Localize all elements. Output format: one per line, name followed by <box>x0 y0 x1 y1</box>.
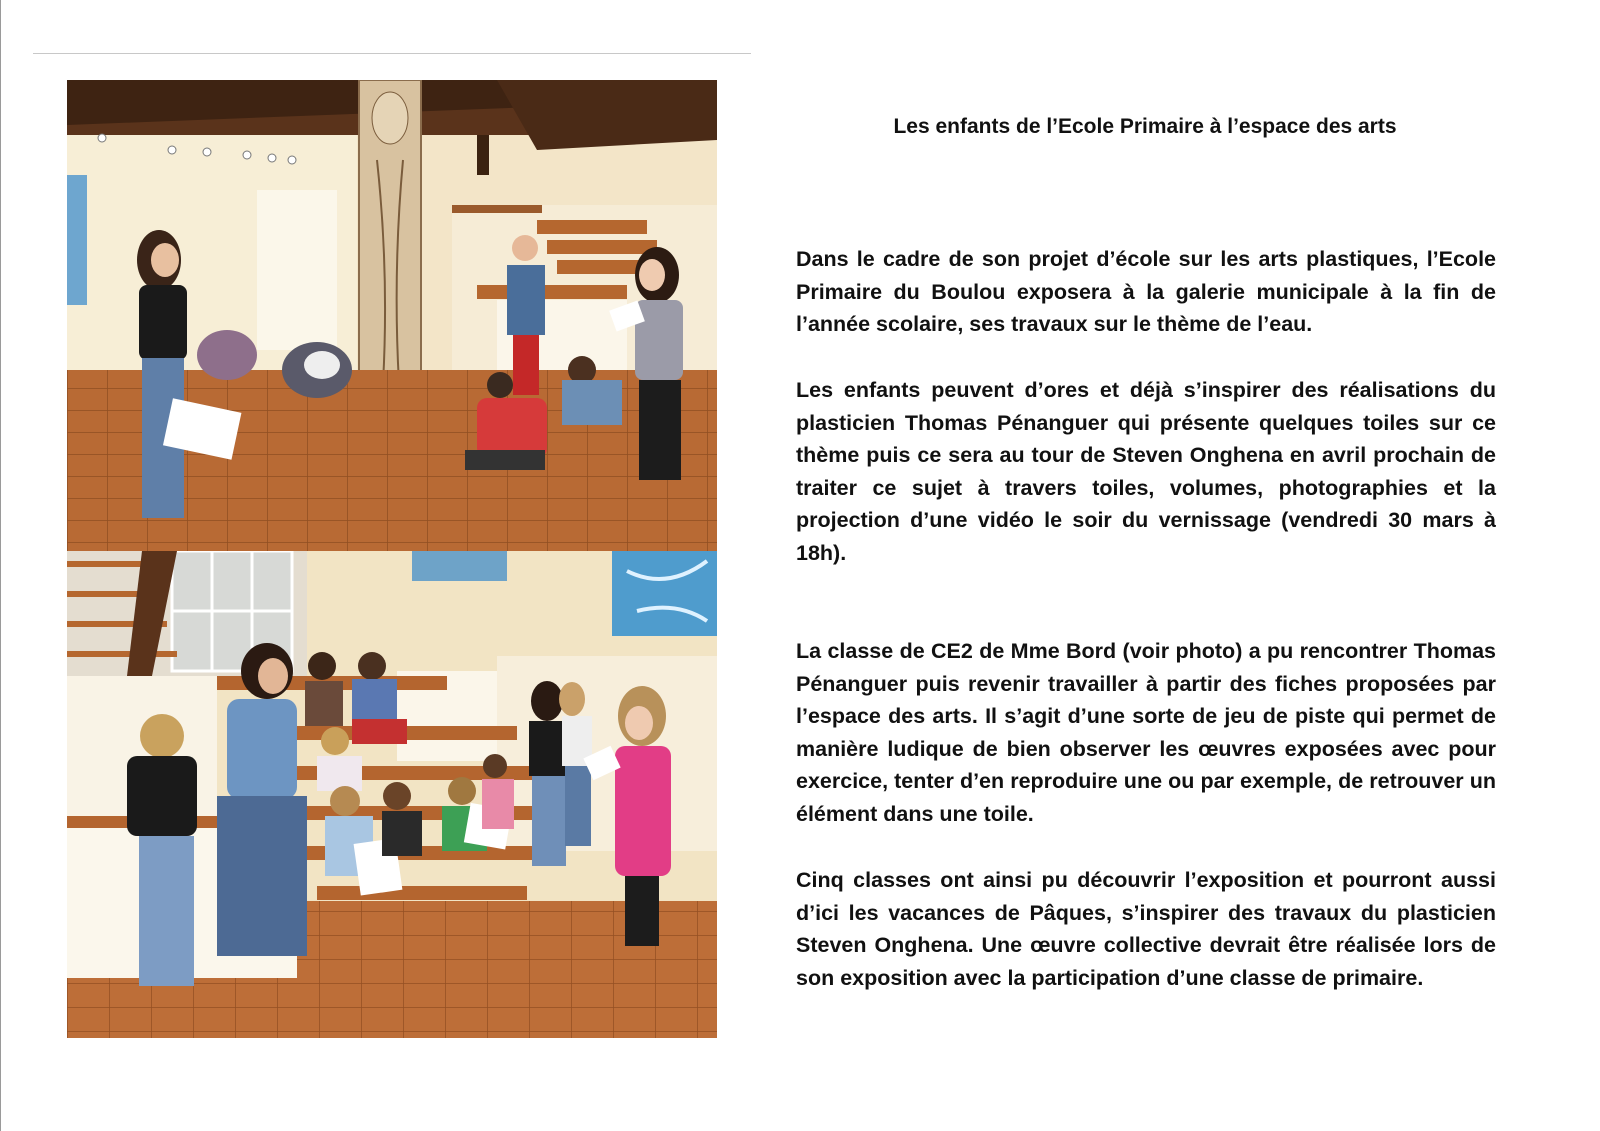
article-paragraph-1: Dans le cadre de son projet d’école sur les arts plastiques, l’Ecole Primaire du Boulou exposera à la galerie municipale à la fin de l’année scolaire, ses travaux sur le thème de l’eau. <box>796 247 1496 336</box>
article-paragraph-3: La classe de CE2 de Mme Bord (voir photo) a pu rencontrer Thomas Pénanguer puis revenir travailler à partir des fiches proposées par l’espace des arts. Il s’agit d’une sorte de jeu de piste qui permet de manière ludique de bien observer les œuvres exposées avec pour exercice, tenter d’en reproduire une ou par exemple, de retrouver un élément dans une toile. <box>796 639 1496 826</box>
article-title: Les enfants de l’Ecole Primaire à l’espace des arts <box>893 115 1397 138</box>
article-paragraph-4: Cinq classes ont ainsi pu découvrir l’exposition et pourront aussi d’ici les vacances de Pâques, s’inspirer des travaux du plasticien Steven Onghena. Une œuvre collective devrait être réalisée lors de son exposition avec la participation d’une classe de primaire. <box>796 868 1496 990</box>
page-left-border <box>0 0 1 1131</box>
article-paragraph-2: Les enfants peuvent d’ores et déjà s’inspirer des réalisations du plasticien Thomas Pénanguer qui présente quelques toiles sur ce thème puis ce sera au tour de Steven Onghena en avril prochain de traiter ce sujet à travers toiles, volumes, photographies et la projection d’une vidéo le soir du vernissage (vendredi 30 mars à 18h). <box>796 378 1496 565</box>
top-divider <box>33 53 751 54</box>
photo-gallery-children <box>67 80 717 551</box>
photo-class-on-stairs <box>67 551 717 1038</box>
